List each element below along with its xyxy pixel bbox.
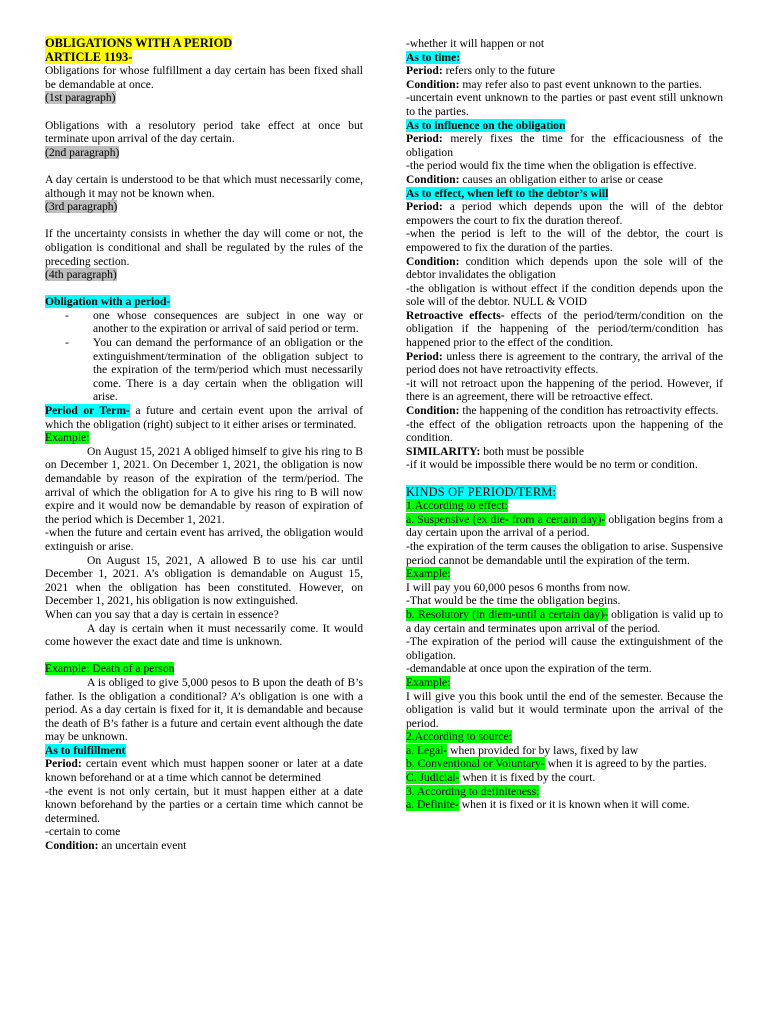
suspensive: a. Suspensive (ex die- from a certain day)- obligation begins from a day certain upon the arrival of a period.	[406, 512, 724, 540]
paragraph-3-tag: (3rd paragraph)	[45, 200, 118, 214]
bullet-item: - one whose consequences are subject in one way or another to the expiration or arrival of said period or term.	[65, 308, 363, 336]
time-heading: As to time:	[406, 50, 461, 64]
retro-period: Period: unless there is agreement to the contrary, the arrival of the period does not have retroactivity effects.	[406, 349, 723, 377]
kinds-1: 1.According to effect:	[406, 499, 508, 513]
example-label: Example:	[406, 675, 451, 689]
period-or-term-definition: Period or Term- a future and certain event upon the arrival of which the obligation (right) subject to it either arises or terminated.	[45, 404, 363, 431]
question: When can you say that a day is certain in essence?	[45, 607, 279, 621]
retro-condition-note: -the effect of the obligation retroacts upon the happening of the condition.	[406, 417, 723, 445]
paragraph-1: Obligations for whose fulfillment a day certain has been fixed shall be demandable at once.	[45, 64, 363, 91]
paragraph-2-tag: (2nd paragraph)	[45, 145, 120, 159]
suspensive-example-note: -That would be the time the obligation begins.	[406, 594, 621, 608]
retro-condition: Condition: the happening of the condition has retroactivity effects.	[406, 404, 719, 418]
retro-period-note: -it will not retroact upon the happening of the period. However, if there is an agreement, there will be retroactive effect.	[406, 376, 723, 404]
kinds-3: 3. According to definiteness:	[406, 784, 540, 798]
example-1: On August 15, 2021 A obliged himself to give his ring to B on December 1, 2021. On December 1, 2021, the obligation is now demandable by reason of the expiration of the term/period. The arrival of which the obligation for A to give his ring to B will now expire and it would now be demandable by reason of expiration of the period which is December 1, 2021.	[45, 444, 363, 526]
kinds-heading: KINDS OF PERIOD/TERM:	[406, 484, 557, 499]
debtor-will-heading: As to effect, when left to the debtor’s will	[406, 186, 609, 200]
time-condition: Condition: may refer also to past event unknown to the parties.	[406, 77, 702, 91]
kinds-2: 2.According to source:	[406, 730, 512, 744]
example-death-label: Example: Death of a person	[45, 662, 175, 676]
resolutory: b. Resolutory (in diem-until a certain day)- obligation is valid up to a day certain and terminates upon arrival of the period.	[406, 607, 723, 635]
influence-period-note: -the period would fix the time when the obligation is effective.	[406, 159, 697, 173]
paragraph-1-tag: (1st paragraph)	[45, 91, 116, 105]
retroactive-effects: Retroactive effects- effects of the period/term/condition on the obligation if the happening of the period/term/condition has happened prior to the effect of the condition.	[406, 308, 723, 350]
definite: a. Definite- when it is fixed or it is known when it will come.	[406, 798, 690, 812]
paragraph-2: Obligations with a resolutory period take effect at once but terminate upon arrival of the day certain.	[45, 118, 363, 146]
time-period: Period: refers only to the future	[406, 64, 556, 78]
conventional: b. Conventional or Voluntary- when it is agreed to by the parties.	[406, 757, 707, 771]
example-death: A is obliged to give 5,000 pesos to B upon the death of B’s father. Is the obligation a conditional? A’s obligation is one with a period. As a day certain is fixed for it, it is demandable and because the death of B’s father is a future and certain event although the date may be unknown.	[45, 675, 363, 744]
similarity-note: -if it would be impossible there would be no term or condition.	[406, 458, 698, 472]
fulfillment-period-note-2: -certain to come	[45, 825, 121, 839]
left-column	[45, 37, 363, 853]
legal: a. Legal- when provided for by laws, fixed by law	[406, 743, 639, 757]
time-condition-note: -uncertain event unknown to the parties or past event still unknown to the parties.	[406, 91, 723, 118]
fulfillment-condition: Condition: an uncertain event	[45, 839, 187, 853]
influence-condition: Condition: causes an obligation either to arise or cease	[406, 172, 663, 186]
debtor-period-note: -when the period is left to the will of the debtor, the court is empowered to fix the duration of the parties.	[406, 227, 723, 254]
resolutory-note-2: -demandable at once upon the expiration of the term.	[406, 662, 652, 676]
suspensive-example: I will pay you 60,000 pesos 6 months from now.	[406, 580, 631, 594]
influence-period: Period: merely fixes the time for the efficaciousness of the obligation	[406, 132, 723, 159]
paragraph-4: If the uncertainty consists in whether the day will come or not, the obligation is conditional and shall be regulated by the rules of the preceding section.	[45, 227, 363, 268]
judicial: C. Judicial- when it is fixed by the court.	[406, 771, 596, 785]
similarity: SIMILARITY: both must be possible	[406, 444, 585, 458]
fulfillment-period: Period: certain event which must happen sooner or later at a date known beforehand or at a time which cannot be determined	[45, 757, 363, 785]
example-1-note: -when the future and certain event has arrived, the obligation would extinguish or arise.	[45, 526, 363, 553]
paragraph-3: A day certain is understood to be that which must necessarily come, although it may not be known when.	[45, 172, 363, 200]
example-2: On August 15, 2021, A allowed B to use his car until December 1, 2021. A’s obligation is demandable on August 15, 2021 when the obligation has been constituted. However, on December 1, 2021, his obligation is now extinguished.	[45, 553, 363, 608]
continuation-line: -whether it will happen or not	[406, 37, 545, 50]
fulfillment-heading: As to fulfillment	[45, 743, 126, 757]
obligation-period-heading: Obligation with a period-	[45, 295, 171, 309]
article-heading: ARTICLE 1193-	[45, 49, 133, 64]
right-column	[406, 37, 723, 812]
debtor-condition-note: -the obligation is without effect if the condition depends upon the sole will of the debtor. NULL & VOID	[406, 281, 723, 309]
influence-heading: As to influence on the obligation	[406, 118, 566, 132]
resolutory-example: I will give you this book until the end of the semester. Because the obligation is valid but it would terminate upon the arrival of the period.	[406, 689, 723, 730]
suspensive-note: -the expiration of the term causes the obligation to arise. Suspensive period cannot be demandable until the expiration of the term.	[406, 539, 723, 567]
answer: A day is certain when it must necessarily come. It would come however the exact date and time is unknown.	[45, 621, 363, 649]
example-label: Example:	[45, 431, 90, 445]
fulfillment-period-note: -the event is not only certain, but it must happen either at a date known beforehand by the parties or a certain time which cannot be determined.	[45, 784, 363, 825]
doc-title: OBLIGATIONS WITH A PERIOD	[45, 36, 233, 50]
paragraph-4-tag: (4th paragraph)	[45, 268, 117, 282]
debtor-condition: Condition: condition which depends upon the sole will of the debtor invalidates the obligation	[406, 254, 723, 282]
debtor-period: Period: a period which depends upon the will of the debtor empowers the court to fix the duration thereof.	[406, 200, 723, 227]
example-label: Example:	[406, 567, 451, 581]
resolutory-note: -The expiration of the period will cause the extinguishment of the obligation.	[406, 635, 723, 662]
bullet-item: - You can demand the performance of an obligation or the extinguishment/termination of the obligation subject to the expiration of the term/period which must necessarily come. There is a day certain when the obligation will arise.	[65, 336, 363, 404]
